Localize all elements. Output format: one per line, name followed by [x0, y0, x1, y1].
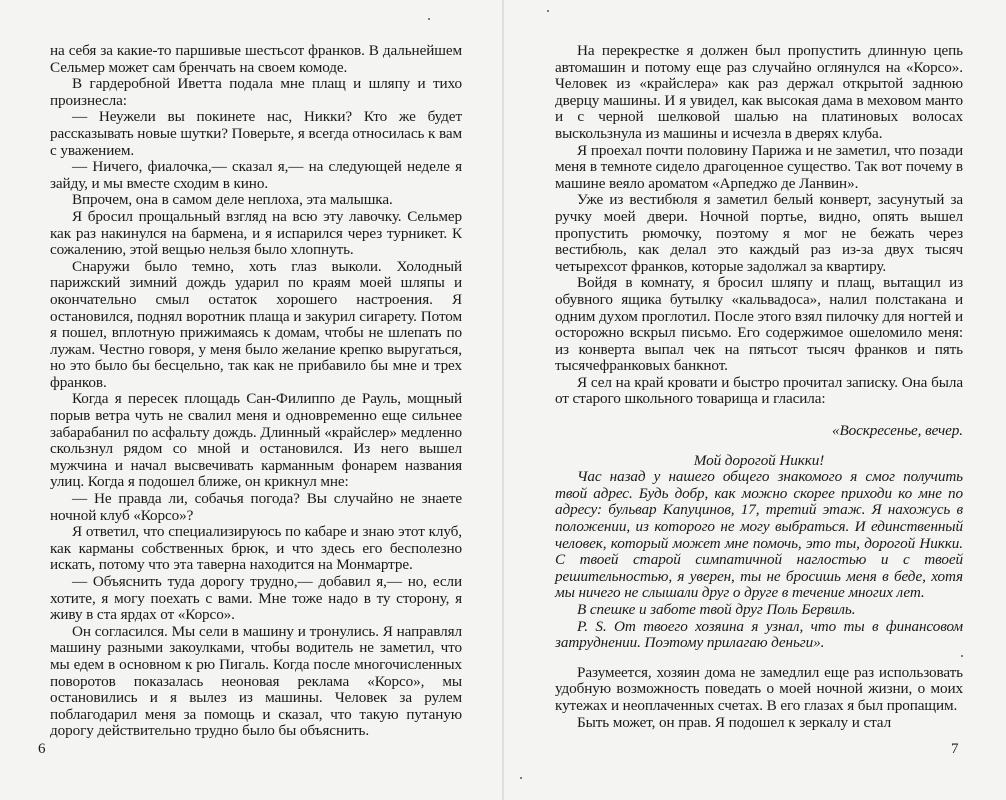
letter-date: «Воскресенье, вечер. — [831, 422, 963, 440]
print-speck — [547, 10, 549, 12]
print-speck — [520, 777, 522, 779]
print-speck — [428, 18, 430, 20]
paragraph: — Неужели вы покинете нас, Никки? Кто же будет рассказывать новые шутки? Поверьте, я всегда относилась к вам с уважением. — [50, 108, 462, 159]
paragraph: Впрочем, она в самом деле неплоха, эта малышка. — [72, 191, 393, 209]
paragraph: Уже из вестибюля я заметил белый конверт, засунутый за ручку моей двери. Ночной портье, видно, опять вышел пропустить рюмочку, поэтому я мог не бежать через вестибюль, как делал это каждый раз из-за двух тысяч четырехсот франков, которые задолжал за квартиру. — [555, 191, 963, 275]
right-page-text — [555, 43, 963, 731]
letter-salutation: Мой дорогой Никки! — [693, 451, 825, 469]
paragraph: — Не правда ли, собачья погода? Вы случайно не знаете ночной клуб «Корсо»? — [50, 490, 462, 524]
paragraph: Я ответил, что специализируюсь по кабаре и знаю этот клуб, как карманы собственных брюк, и что здесь его бесполезно искать, потому что эта таверна находится на Монмартре. — [50, 523, 462, 574]
print-speck — [961, 655, 963, 657]
paragraph: — Ничего, фиалочка,— сказал я,— на следующей неделе я зайду, и мы вместе сходим в кино. — [50, 158, 462, 192]
right-page — [503, 0, 1006, 800]
left-page-text — [50, 43, 462, 740]
paragraph: Он согласился. Мы сели в машину и тронулись. Я направлял машину разными закоулками, чтобы водитель не заметил, что мы едем в основном к рю Пигаль. Когда после многочисленных поворотов показалась неоновая реклама «Корсо», мы остановились и я вылез из машины. Человек за рулем поблагодарил меня за помощь и сказал, что такую путаную дорогу действительно трудно было бы объяснить. — [50, 622, 462, 740]
letter — [555, 423, 963, 652]
paragraph: На перекрестке я должен был пропустить длинную цепь автомашин и потому еще раз случайно оглянулся на «Корсо». Человек из «крайслера» как раз держал открытой заднюю дверцу машины. И я увидел, как высокая дама в меховом манто и с черной шелковой шалью на платиновых волосах выскользнула из машины и исчезла в дверях клуба. — [555, 42, 963, 142]
page-number-left: 6 — [38, 741, 46, 757]
paragraph: Я бросил прощальный взгляд на всю эту лавочку. Сельмер как раз накинулся на бармена, и я испарился через турникет. К сожалению, этой вещью нельзя было хлопнуть. — [50, 207, 462, 259]
letter-signature: В спешке и заботе твой друг Поль Бервиль. — [577, 601, 856, 618]
paragraph: Когда я пересек площадь Сан-Филиппо де Рауль, мощный порыв ветра чуть не свалил меня и одновременно еще сильнее забарабанил по асфальту дождь. Длинный «крайслер» медленно скользнул рядом со мной и остановился. Из него вышел мужчина и начал высвечивать карманным фонарем названия улиц. Когда я подошел ближе, он крикнул мне: — [50, 390, 462, 491]
paragraph: Разумеется, хозяин дома не замедлил еще раз использовать удобную возможность поведать о моей ночной жизни, о моих кутежах и неоплаченных счетах. В его глазах я был пропащим. — [555, 663, 963, 714]
paragraph: Я проехал почти половину Парижа и не заметил, что позади меня в темноте сидело драгоценное существо. Так вот почему в машине веяло ароматом «Арпеджо де Ланвин». — [555, 141, 963, 192]
paragraph: — Объяснить туда дорогу трудно,— добавил я,— но, если хотите, я могу поехать с вами. Мне тоже надо в ту сторону, я живу в ста ярдах от «Корсо». — [50, 573, 462, 624]
letter-body: Час назад у нашего общего знакомого я смог получить твой адрес. Будь добр, как можно скорее приходи ко мне по адресу: бульвар Капуцинов, 17, третий этаж. Я нахожусь в положении, из которого не могу выбраться. И единственный человек, который может мне помочь, это ты, дорогой Никки. С твоей старой симпатичной наглостью и с твоей решительностью, я уверен, ты не бросишь меня в беде, хотя мы ничего не слышали друг о друге в течение многих лет. — [555, 468, 963, 602]
letter-postscript: P. S. От твоего хозяина я узнал, что ты в финансовом затруднении. Поэтому прилагаю деньги». — [555, 617, 963, 652]
paragraph: Снаружи было темно, хоть глаз выколи. Холодный парижский зимний дождь ударил по краям моей шляпы и окончательно смыл остаток хорошего настроения. Я остановился, поднял воротник плаща и закурил сигарету. Потом я пошел, вплотную прижимаясь к домам, чтобы не шлепать по лужам. Честно говоря, у меня было желание крепко выругаться, но это было бы бесцельно, так как не прибавило бы мне и трех франков. — [50, 257, 462, 391]
paragraph: Я сел на край кровати и быстро прочитал записку. Она была от старого школьного товарища и гласила: — [555, 373, 963, 408]
paragraph: Быть может, он прав. Я подошел к зеркалу и стал — [577, 713, 892, 731]
paragraph: В гардеробной Иветта подала мне плащ и шляпу и тихо произнесла: — [50, 75, 462, 109]
paragraph: Войдя в комнату, я бросил шляпу и плащ, вытащил из обувного ящика бутылку «кальвадоса», налил полстакана и одним духом проглотил. После этого взял пилочку для ногтей и осторожно вскрыл письмо. Его содержимое ошеломило меня: из конверта выпал чек на пятьсот тысяч франков и пять тысячефранковых банкнот. — [555, 274, 963, 375]
paragraph: на себя за какие-то паршивые шестьсот франков. В дальнейшем Сельмер может сам бренчать на своем комоде. — [50, 42, 462, 76]
page-number-right: 7 — [951, 741, 959, 757]
